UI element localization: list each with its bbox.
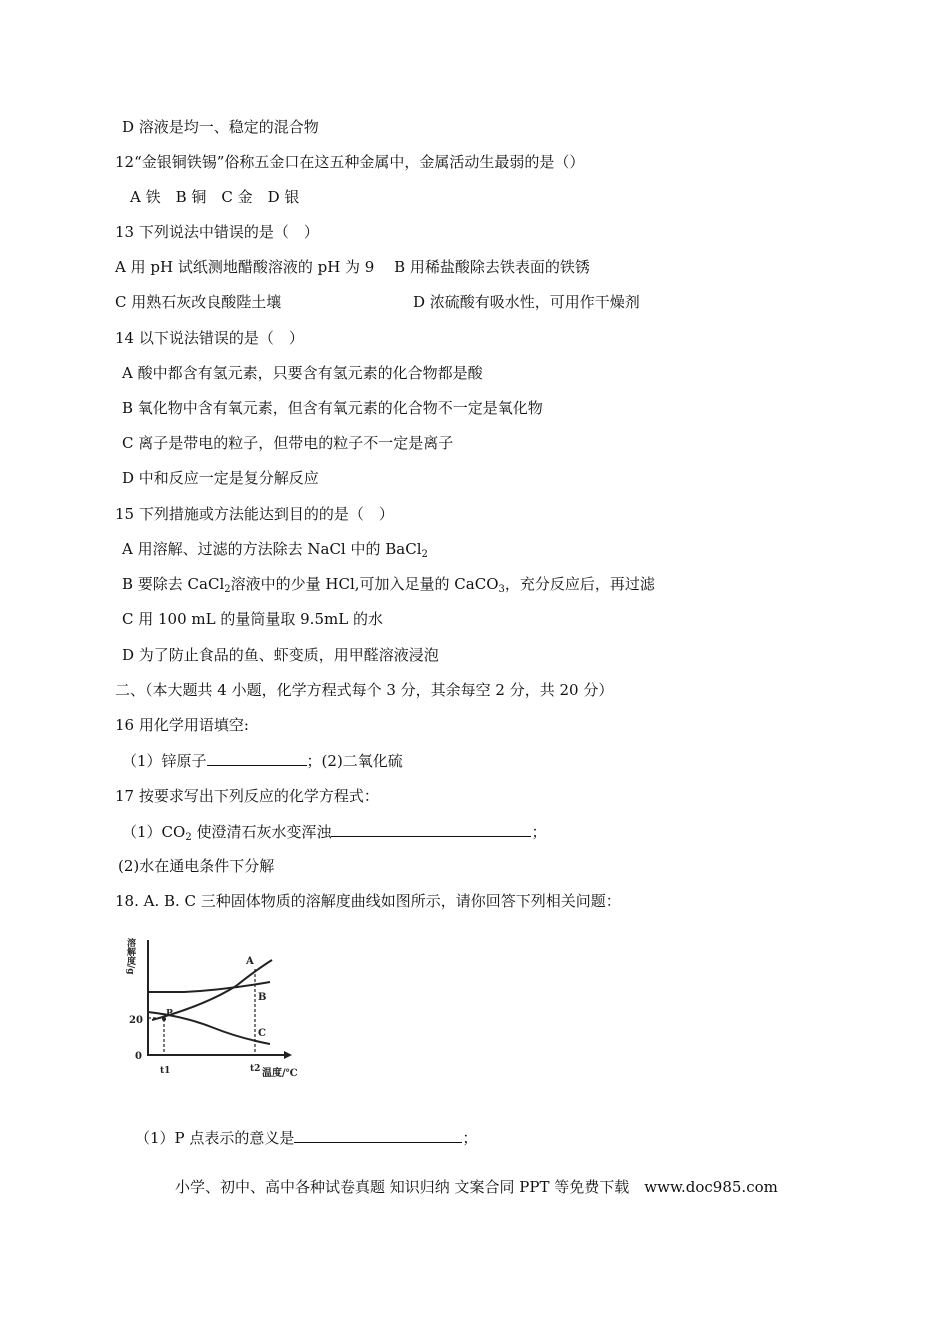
x-axis-arrow <box>284 1051 292 1059</box>
answer-blank[interactable] <box>207 750 307 766</box>
q17-1-sub: 2 <box>185 832 192 843</box>
question-14: 14 以下说法错误的是（ ） <box>115 329 304 347</box>
question-15: 15 下列措施或方法能达到目的的是（ ） <box>115 505 394 523</box>
curve-b <box>148 982 270 992</box>
question-17-part-1 <box>122 821 547 842</box>
q15b-text-3: ，充分反应后，再过滤 <box>504 575 655 593</box>
solubility-curve-figure <box>124 924 320 1082</box>
question-17: 17 按要求写出下列反应的化学方程式： <box>115 787 379 805</box>
q17-1-label: （1）CO <box>122 823 186 841</box>
question-17-part-2: (2)水在通电条件下分解 <box>118 857 275 875</box>
question-15-option-d: D 为了防止食品的鱼、虾变质，用甲醛溶液浸泡 <box>122 646 439 664</box>
y-tick-20: 20 <box>129 1015 143 1026</box>
q18-1-end: ； <box>462 1129 478 1147</box>
q15b-text-2: 溶液中的少量 HCl,可加入足量的 CaCO <box>230 575 499 593</box>
question-14-option-b: B 氧化物中含有氧元素，但含有氧元素的化合物不一定是氧化物 <box>122 399 543 417</box>
q15b-sub-2: 3 <box>498 584 505 595</box>
section-2-heading: 二、（本大题共 4 小题，化学方程式每个 3 分，其余每空 2 分，共 20 分） <box>115 681 614 699</box>
x-tick-t1: t1 <box>160 1066 171 1076</box>
question-13: 13 下列说法中错误的是（ ） <box>115 223 319 241</box>
question-15-option-a <box>122 539 428 559</box>
question-14-option-c: C 离子是带电的粒子，但带电的粒子不一定是离子 <box>122 434 454 452</box>
label-c: C <box>258 1028 266 1039</box>
label-b: B <box>258 992 267 1003</box>
q15a-sub: 2 <box>421 549 428 560</box>
question-13-option-d: D 浓硫酸有吸水性，可用作干燥剂 <box>413 293 640 311</box>
q15b-sub-1: 2 <box>224 584 231 595</box>
label-a: A <box>246 956 254 967</box>
q15a-text: A 用溶解、过滤的方法除去 NaCl 中的 BaCl <box>122 540 422 558</box>
question-14-option-a: A 酸中都含有氢元素，只要含有氢元素的化合物都是酸 <box>122 364 483 382</box>
q17-1-end: ； <box>531 823 547 841</box>
question-14-option-d: D 中和反应一定是复分解反应 <box>122 469 319 487</box>
question-15-option-b <box>122 574 655 594</box>
origin-label: 0 <box>135 1051 142 1062</box>
page-footer: 小学、初中、高中各种试卷真题 知识归纳 文案合同 PPT 等免费下载 www.doc985.com <box>175 1178 778 1196</box>
label-p: P <box>166 1009 173 1019</box>
question-18: 18. A. B. C 三种固体物质的溶解度曲线如图所示，请你回答下列相关问题： <box>115 892 621 910</box>
q17-1-text: 使澄清石灰水变浑浊 <box>191 823 332 841</box>
question-13-options-ab: A 用 pH 试纸测地醋酸溶液的 pH 为 9 B 用稀盐酸除去铁表面的铁锈 <box>115 258 590 276</box>
option-d-q11: D 溶液是均一、稳定的混合物 <box>122 118 319 136</box>
question-15-option-c: C 用 100 mL 的量筒量取 9.5mL 的水 <box>122 610 383 628</box>
question-16-part-1 <box>122 750 403 771</box>
x-tick-t2: t2 <box>250 1064 261 1074</box>
q15b-text-1: B 要除去 CaCl <box>122 575 225 593</box>
answer-blank[interactable] <box>294 1127 462 1143</box>
q18-1-label: （1）P 点表示的意义是 <box>135 1129 295 1147</box>
x-axis-label: 温度/℃ <box>262 1068 298 1079</box>
q16-1-label: （1）锌原子 <box>122 752 207 770</box>
q16-2-label: ；(2)二氧化硫 <box>306 752 403 770</box>
question-12-options: A 铁 B 铜 C 金 D 银 <box>130 188 300 206</box>
question-13-option-c: C 用熟石灰改良酸陛土壤 <box>115 293 282 311</box>
answer-blank[interactable] <box>331 821 531 837</box>
question-12: 12“金银铜铁锡”俗称五金口在这五种金属中，金属活动生最弱的是（） <box>115 153 585 171</box>
question-18-part-1 <box>135 1127 477 1148</box>
y-axis-label: 溶解度/g <box>125 938 135 975</box>
question-16: 16 用化学用语填空: <box>115 716 249 734</box>
